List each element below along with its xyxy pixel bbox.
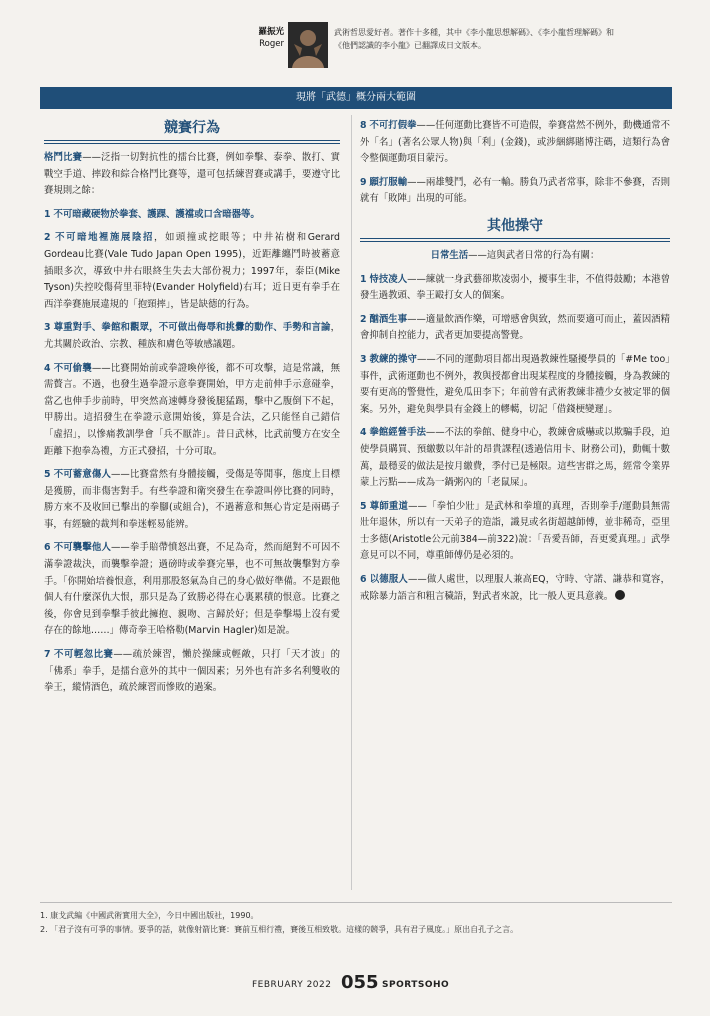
item-text: ——適量飲酒作樂，可增慼會與致，然而要適可而止，蓋因酒精會抑制自控能力，武者更加要提高警覺。: [360, 313, 670, 342]
item-text: ，尤其關於政治、宗教、種族和膚色等敏感議題。: [44, 322, 340, 350]
item-heading: 以德服人: [369, 574, 409, 586]
list-item: [360, 118, 670, 168]
list-item: [44, 467, 340, 533]
item-heading: 尊師重道: [369, 500, 409, 512]
list-item: [360, 499, 670, 565]
left-column: [44, 118, 340, 704]
item-heading: 不可打假拳: [369, 120, 417, 131]
item-text: ——做人處世，以理服人兼高EQ，守時、守諾、謙恭和寬容，戒除暴力語言和粗言穢語，對武者來說，比一般人更具意義。: [360, 574, 670, 602]
page-folio: [240, 972, 480, 996]
item-number: 3: [360, 353, 367, 365]
item-heading: 教練的操守: [369, 353, 417, 365]
magazine-name: SPORTSOHO: [382, 980, 450, 990]
section-rule: [44, 143, 340, 144]
author-portrait: [288, 22, 328, 68]
item-text: ——不同的運動項目都出現過教練性騷擾學員的「#Me too」事件，武術運動也不例外，教與授都會出現某程度的身體接觸，身為教練的要有更高的警覺性，避免瓜田李下；年前曾有武術教練非禮少女被定罪的個案。另外，避免與學員有金錢上的轇轕，切記「借錢梗變遲」。: [360, 353, 670, 415]
section-intro: [360, 248, 670, 265]
item-text: ——拳手賠帶憤怒出賽，不足為奇，然而絕對不可因不滿拳證裁決，而襲擊拳證；過磅時或拳賽完畢，也不可無故襲擊對方拳手。「你開始培養恨意，利用那股怒氣為自己的身心做好準備。不是跟他個人有什麼深仇大恨，那只是為了致勝必得在心裏累積的恨意。比賽之後，你會見到拳擊手彼此擁抱、親吻、言歸於好；但是拳擊場上沒有愛存在的餘地……」傳奇拳王哈格勒(Marvin Hagler)如是說。: [44, 542, 340, 637]
item-number: 3: [44, 322, 51, 334]
item-number: 5: [360, 500, 367, 512]
item-heading: 尊重對手、拳館和觀眾，不可做出侮辱和挑釁的動作、手勢和言論: [53, 322, 331, 334]
item-text: ——任何運動比賽皆不可造假，拳賽當然不例外，動機通常不外「名」(著名公眾人物)與「利」(金錢)，或涉綑綁賭博注碼，這類行為會令整個運動項目蒙污。: [360, 120, 670, 165]
section-title-competition: 競賽行為: [44, 118, 340, 141]
item-text: ——練就一身武藝卻欺凌弱小，擾事生非，不值得鼓勵；本港曾發生過教頭、拳王毆打女人的個案。: [360, 273, 670, 302]
list-item: [44, 230, 340, 313]
list-item: [360, 572, 670, 605]
page-number: 055: [341, 972, 379, 993]
item-number: 1: [360, 273, 367, 285]
item-heading: 不可襲擊他人: [53, 542, 112, 554]
item-text: ——「拳怕少壯」是武林和拳壇的真理，否則拳手/運動員無需壯年退休，所以有一天弟子的造詣，識見或名街超越師傅，並非稀奇，亞里士多德(Aristotle公元前384—前322)說：「吾愛吾師，吾更愛真理。」武學意見可以不同，尊重師傅仍是必須的。: [360, 500, 670, 562]
item-number: 2: [360, 313, 367, 325]
footnotes: [40, 910, 560, 938]
article-subtitle-bar: 現將「武德」概分兩大範圍: [40, 87, 672, 109]
intro-text: ——這與武者日常的行為有關：: [468, 249, 600, 261]
item-heading: 不可暗地裡施展陰招: [55, 232, 154, 244]
section-title-other-conduct: 其他操守: [360, 216, 670, 239]
item-heading: 不可偷襲: [53, 362, 92, 374]
item-number: 9: [360, 176, 367, 188]
item-number: 6: [44, 542, 51, 554]
item-number: 1: [44, 208, 51, 220]
item-heading: 不可暗藏硬物於拳套、護踝、護襠或口含暗器等。: [53, 208, 260, 220]
item-number: 8: [360, 120, 367, 131]
author-credit: [244, 26, 284, 50]
item-heading: 不可蓄意傷人: [53, 469, 112, 481]
list-item: [44, 320, 340, 353]
item-number: 4: [360, 427, 367, 439]
item-heading: 不可輕忽比賽: [54, 649, 114, 661]
footnote-2: 2. 「君子沒有可爭的事情。要爭的話，就像射箭比賽：賽前互相行禮，賽後互相致敬。這樣的競爭，具有君子風度。」原出自孔子之言。: [40, 925, 519, 934]
item-text: ——比賽開始前或拳證喚停後，都不可攻擊，這是常識，無需贅言。不過，也發生過拳證示意拳賽開始，甲方走前伸手示意碰拳，當乙也伸手步前時，甲突然高速轉身發後腿猛踢，擊中乙腹倒下不起，甲勝出。這招發生在拳證示意開始後，算是合法，乙只能怪自己錯信「虛招」，以慘痛教訓學會「兵不厭詐」。昔日武林，比武前雙方在安全距離下抱拳為禮，方正式發招，十分可取。: [44, 362, 340, 457]
list-item: [44, 647, 340, 697]
footnote-rule: [40, 902, 672, 903]
item-number: 6: [360, 574, 367, 586]
list-item: [360, 272, 670, 305]
item-heading: 恃技凌人: [369, 273, 408, 285]
list-item: [360, 175, 670, 208]
intro-keyword: 格鬥比賽: [44, 152, 83, 163]
section-rule: [360, 241, 670, 242]
item-heading: 願打服輸: [369, 176, 408, 188]
right-column: [360, 118, 670, 612]
issue-month: FEBRUARY 2022: [252, 980, 332, 990]
footnote-1: 1. 康戈武編《中國武術實用大全》，今日中國出版社，1990。: [40, 911, 259, 920]
author-name: 羅振光: [258, 27, 284, 37]
author-english-name: Roger: [259, 39, 284, 49]
item-heading: 酗酒生事: [369, 313, 408, 325]
item-heading: 拳館經營手法: [369, 427, 426, 439]
item-text: ——兩雄雙鬥，必有一輸。勝負乃武者常事，除非不參賽，否則就有「敗陣」出現的可能。: [360, 176, 670, 205]
item-number: 4: [44, 362, 51, 374]
list-item: [360, 425, 670, 491]
item-number: 7: [44, 649, 51, 661]
author-bio: 武術哲思愛好者。著作十多種，其中《李小龍思想解碼》、《李小龍哲理解碼》和《他們認識的李小龍》已翻譯成日文版本。: [334, 28, 614, 50]
item-text: ——比賽當然有身體接觸，受傷是等閒事，態度上目標是獲勝，而非傷害對手。有些拳證和衛突發生在拳證叫停比賽的同時，勝方來不及收回已擊出的拳腳(或組合)，不過蓄意和無心肯定是兩碼子事，有經驗的裁判和拳迷輕易能辨。: [44, 469, 340, 530]
list-item: [360, 352, 670, 418]
item-text: ，如頭撞或挖眼等；中井祐樹和Gerard Gordeau比賽(Vale Tudo Japan Open 1995)，近距離纏鬥時被蓄意插眼多次，導致中井右眼終生失去大部份視力；1997年，泰臣(Mike Tyson)失控咬傷荷里菲特(Evander Holyfield)右耳；近日更有拳手在西洋拳賽施展違規的「抱頸摔」，皆是缺德的行為。: [44, 232, 340, 310]
column-divider: [351, 115, 352, 890]
list-item: [44, 540, 340, 640]
list-item: [360, 312, 670, 345]
list-item: [44, 207, 340, 224]
section-intro: [44, 150, 340, 200]
intro-text: ——泛指一切對抗性的擂台比賽，例如拳擊、泰拳、散打、實戰空手道、摔跤和綜合格鬥比賽等，還可包括練習賽或講手，要遵守比賽規則之餘：: [44, 152, 340, 197]
item-text: ——不法的拳館、健身中心，教練會威嚇或以欺騙手段，迫使學員購買、預繳數以年計的昂貴課程(透過信用卡、財務公司)，動輒十數萬，最穩妥的做法是按月繳費，季付已是極限。這些害群之馬，經常令業界蒙上污點——成為一鍋粥內的「老鼠屎」。: [360, 427, 670, 489]
item-number: 2: [44, 232, 51, 244]
list-item: [44, 361, 340, 461]
intro-keyword: 日常生活: [430, 249, 469, 261]
end-mark-icon: [615, 590, 625, 600]
item-number: 5: [44, 469, 51, 481]
item-text: ——疏於練習，懶於操練或輕敵，只打「天才波」的「佛系」拳手，是擂台意外的其中一個因素；另外也有許多名利雙收的拳王，縱情酒色，疏於練習而慘敗的過案。: [44, 649, 340, 694]
